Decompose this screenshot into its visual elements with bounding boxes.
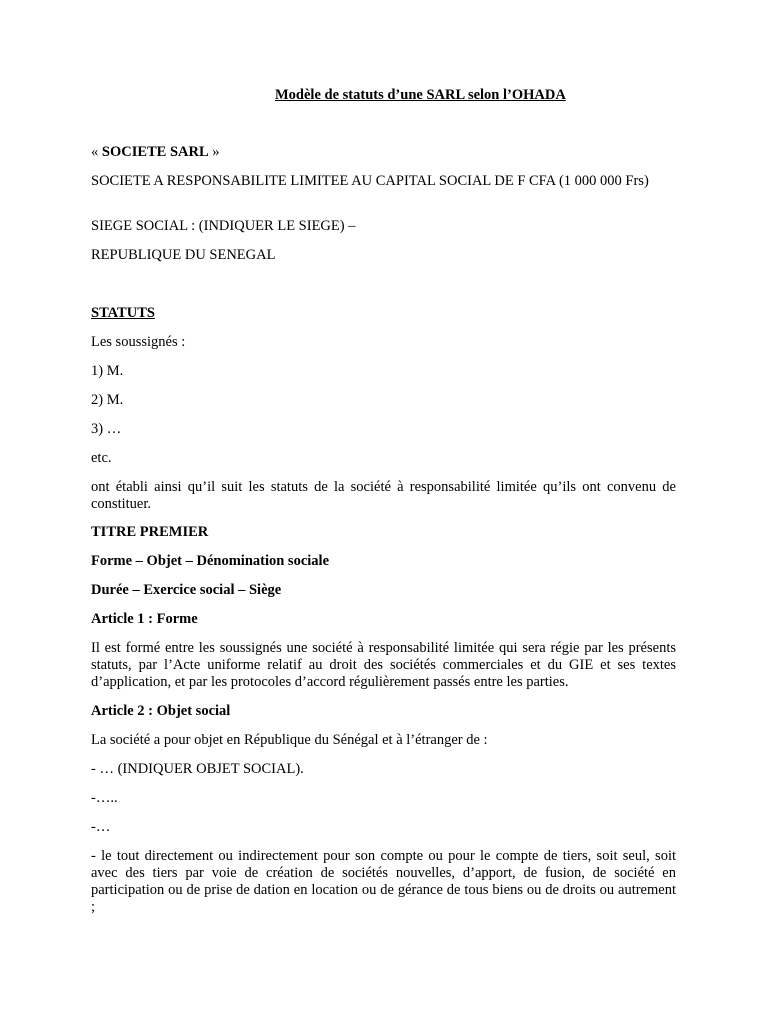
company-name-line: [91, 144, 676, 161]
article-2-item-2: -…..: [91, 790, 118, 806]
capital-line: SOCIETE A RESPONSABILITE LIMITEE AU CAPITAL SOCIAL DE F CFA (1 000 000 Frs): [91, 173, 649, 189]
company-quote-open: «: [91, 144, 102, 160]
article-2-final-paragraph: - le tout directement ou indirectement pour son compte ou pour le compte de tiers, soit seul, soit avec des tiers par voie de création de sociétés nouvelles, d’apport, de fusion, de société en participation ou de prise de dation en location ou de gérance de tous biens ou de droits ou autrement ;: [91, 848, 676, 915]
signatory-1: 1) M.: [91, 363, 124, 379]
titre-subtitle-2: Durée – Exercice social – Siège: [91, 582, 282, 598]
article-2-item-1: - … (INDIQUER OBJET SOCIAL).: [91, 761, 304, 777]
document-title: Modèle de statuts d’une SARL selon l’OHADA: [275, 87, 566, 103]
soussignes-label: Les soussignés :: [91, 334, 186, 350]
signatory-etc: etc.: [91, 450, 112, 466]
article-1-text: Il est formé entre les soussignés une société à responsabilité limitée qui sera régie par les présents statuts, par l’Acte uniforme relatif au droit des sociétés commerciales et du GIE et ses textes d’application, et par les protocoles d’accord régulièrement passés entre les parties.: [91, 640, 676, 690]
country-line: REPUBLIQUE DU SENEGAL: [91, 247, 276, 263]
titre-premier-heading: TITRE PREMIER: [91, 524, 209, 540]
article-2-heading: Article 2 : Objet social: [91, 703, 231, 719]
siege-line: SIEGE SOCIAL : (INDIQUER LE SIEGE) –: [91, 218, 356, 234]
company-name: SOCIETE SARL: [101, 144, 209, 160]
article-2-item-3: -…: [91, 819, 111, 835]
intro-paragraph: ont établi ainsi qu’il suit les statuts de la société à responsabilité limitée qu’ils ont convenu de constituer.: [91, 479, 676, 512]
titre-subtitle-1: Forme – Objet – Dénomination sociale: [91, 553, 330, 569]
statuts-heading: STATUTS: [91, 305, 155, 321]
article-1-heading: Article 1 : Forme: [91, 611, 198, 627]
article-2-intro: La société a pour objet en République du Sénégal et à l’étranger de :: [91, 732, 488, 748]
signatory-2: 2) M.: [91, 392, 124, 408]
signatory-3: 3) …: [91, 421, 122, 437]
company-quote-close: »: [208, 144, 220, 160]
